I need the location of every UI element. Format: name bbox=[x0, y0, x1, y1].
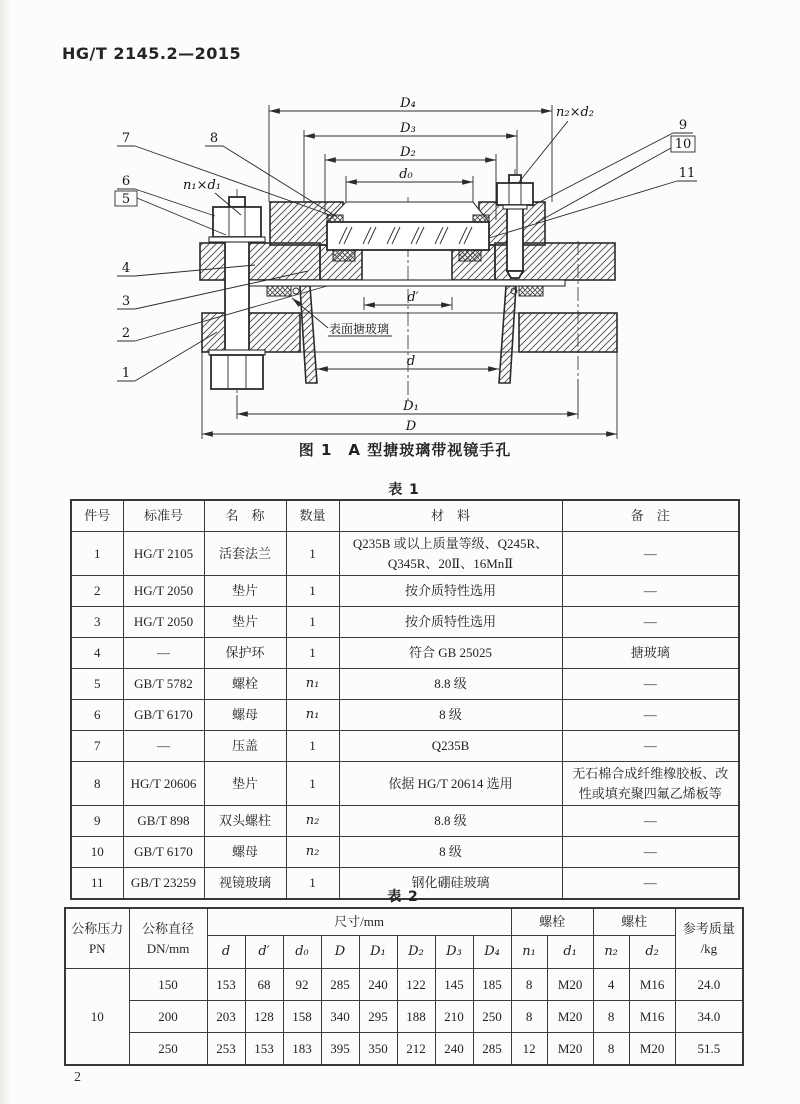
table2-title: 表 2 bbox=[387, 889, 419, 905]
callout-10: 10 bbox=[674, 137, 692, 152]
table-row bbox=[71, 806, 739, 837]
table-cell: 4 bbox=[593, 969, 629, 1001]
table-cell: — bbox=[562, 532, 739, 576]
standard-code: HG/T 2145.2—2015 bbox=[62, 44, 242, 63]
table-cell: 24.0 bbox=[675, 969, 743, 1001]
table-cell: 符合 GB 25025 bbox=[339, 638, 562, 669]
table-cell: 无石棉合成纤维橡胶板、改性或填充聚四氟乙烯板等 bbox=[562, 762, 739, 806]
dim-label-D4: D₄ bbox=[400, 96, 416, 111]
table1-header-cell: 数量 bbox=[286, 500, 339, 532]
label-n2xd2: n₂×d₂ bbox=[555, 105, 595, 120]
table-cell: 395 bbox=[321, 1033, 359, 1066]
table2-subheader-cell: d′ bbox=[245, 936, 283, 969]
table-cell: 8 bbox=[593, 1001, 629, 1033]
table2-subheader-cell: D₁ bbox=[359, 936, 397, 969]
table2 bbox=[64, 907, 744, 1066]
table-cell: 8 级 bbox=[339, 700, 562, 731]
table-cell: M20 bbox=[629, 1033, 675, 1066]
table-cell: 螺母 bbox=[204, 700, 286, 731]
table-cell: 253 bbox=[207, 1033, 245, 1066]
table2-subheader-cell: n₁ bbox=[511, 936, 547, 969]
table-cell: 钢化硼硅玻璃 bbox=[339, 868, 562, 900]
table-cell: 1 bbox=[286, 762, 339, 806]
dim-label-D3: D₃ bbox=[400, 121, 416, 136]
table-cell: 按介质特性选用 bbox=[339, 607, 562, 638]
table-cell: 12 bbox=[511, 1033, 547, 1066]
bolt-assembly-left bbox=[209, 197, 265, 389]
table-cell: 按介质特性选用 bbox=[339, 576, 562, 607]
table-cell: 240 bbox=[359, 969, 397, 1001]
callout-11: 11 bbox=[678, 166, 696, 181]
table-cell: M16 bbox=[629, 1001, 675, 1033]
table-cell: 螺母 bbox=[204, 837, 286, 868]
table-cell: 183 bbox=[283, 1033, 321, 1066]
table-cell: — bbox=[562, 669, 739, 700]
table-cell: Q235B 或以上质量等级、Q245R、Q345R、20Ⅱ、16MnⅡ bbox=[339, 532, 562, 576]
table-cell: HG/T 2050 bbox=[123, 576, 204, 607]
table-row bbox=[71, 700, 739, 731]
table-row bbox=[65, 1033, 743, 1066]
callout-1: 1 bbox=[121, 366, 131, 381]
table-cell: HG/T 2050 bbox=[123, 607, 204, 638]
table-cell: — bbox=[123, 731, 204, 762]
table2-header-mass: 参考质量 /kg bbox=[675, 908, 743, 969]
table-cell: 51.5 bbox=[675, 1033, 743, 1066]
table-cell: M16 bbox=[629, 969, 675, 1001]
table-cell: GB/T 6170 bbox=[123, 700, 204, 731]
table-cell: 垫片 bbox=[204, 607, 286, 638]
table1-body bbox=[71, 532, 739, 900]
table-cell: 203 bbox=[207, 1001, 245, 1033]
table-cell: HG/T 2105 bbox=[123, 532, 204, 576]
table-cell: 依据 HG/T 20614 选用 bbox=[339, 762, 562, 806]
table-cell: 240 bbox=[435, 1033, 473, 1066]
table-cell: 185 bbox=[473, 969, 511, 1001]
table-cell: 285 bbox=[321, 969, 359, 1001]
table2-body bbox=[65, 969, 743, 1066]
figure-1 bbox=[95, 85, 715, 465]
callout-5: 5 bbox=[121, 192, 131, 207]
table-cell: n₂ bbox=[286, 806, 339, 837]
table-cell: 8 bbox=[593, 1033, 629, 1066]
table2-header-bolt: 螺栓 bbox=[511, 908, 593, 936]
table-cell: — bbox=[562, 576, 739, 607]
table-cell: n₁ bbox=[286, 669, 339, 700]
table-cell: 285 bbox=[473, 1033, 511, 1066]
figure-drawing bbox=[95, 85, 715, 465]
surface-note-label: 表面搪玻璃 bbox=[329, 322, 390, 336]
table-cell: 活套法兰 bbox=[204, 532, 286, 576]
table1-header-cell: 标准号 bbox=[123, 500, 204, 532]
table2-subheader-cell: D bbox=[321, 936, 359, 969]
table-cell: 150 bbox=[129, 969, 207, 1001]
table2-header-size: 尺寸/mm bbox=[207, 908, 511, 936]
table-row bbox=[71, 731, 739, 762]
table-cell: GB/T 23259 bbox=[123, 868, 204, 900]
table-cell: 4 bbox=[71, 638, 123, 669]
table-cell: 1 bbox=[286, 532, 339, 576]
table-row bbox=[71, 762, 739, 806]
table-cell: GB/T 6170 bbox=[123, 837, 204, 868]
table1-header-cell: 件号 bbox=[71, 500, 123, 532]
table-cell: 9 bbox=[71, 806, 123, 837]
table-cell: 250 bbox=[129, 1033, 207, 1066]
dim-label-dprime: d′ bbox=[407, 290, 419, 305]
callout-4: 4 bbox=[121, 261, 131, 276]
table-cell: 8 级 bbox=[339, 837, 562, 868]
table-cell: GB/T 898 bbox=[123, 806, 204, 837]
table-cell: 5 bbox=[71, 669, 123, 700]
table-cell: M20 bbox=[547, 969, 593, 1001]
table-cell: 122 bbox=[397, 969, 435, 1001]
table-cell: 视镜玻璃 bbox=[204, 868, 286, 900]
callout-6: 6 bbox=[121, 174, 131, 189]
table-cell: 8 bbox=[511, 969, 547, 1001]
callout-3: 3 bbox=[121, 294, 131, 309]
table-cell: — bbox=[123, 638, 204, 669]
table-cell: 128 bbox=[245, 1001, 283, 1033]
dim-label-d0: d₀ bbox=[399, 167, 413, 182]
table2-header-pn: 公称压力 PN bbox=[65, 908, 129, 969]
dim-label-D: D bbox=[405, 419, 417, 434]
table-cell: 3 bbox=[71, 607, 123, 638]
table-cell: 8 bbox=[71, 762, 123, 806]
table-row bbox=[71, 638, 739, 669]
table-cell: n₂ bbox=[286, 837, 339, 868]
table-cell: 250 bbox=[473, 1001, 511, 1033]
table-cell: — bbox=[562, 837, 739, 868]
table-cell: 210 bbox=[435, 1001, 473, 1033]
table-cell: 7 bbox=[71, 731, 123, 762]
table-cell: 1 bbox=[71, 532, 123, 576]
table-cell: — bbox=[562, 806, 739, 837]
table-row bbox=[71, 607, 739, 638]
page-number: 2 bbox=[74, 1070, 81, 1085]
figure-caption: 图 1 A 型搪玻璃带视镜手孔 bbox=[298, 441, 512, 459]
table-cell: — bbox=[562, 607, 739, 638]
sight-glass bbox=[327, 222, 489, 250]
table2-subheader-cell: d₁ bbox=[547, 936, 593, 969]
table-cell: 8.8 级 bbox=[339, 806, 562, 837]
table-row bbox=[65, 969, 743, 1001]
table-cell: 搪玻璃 bbox=[562, 638, 739, 669]
table2-subheader-cell: d₀ bbox=[283, 936, 321, 969]
table-cell: n₁ bbox=[286, 700, 339, 731]
table-cell: 153 bbox=[207, 969, 245, 1001]
table-cell: HG/T 20606 bbox=[123, 762, 204, 806]
table-cell: 2 bbox=[71, 576, 123, 607]
table-cell: — bbox=[562, 700, 739, 731]
table-cell: Q235B bbox=[339, 731, 562, 762]
dim-label-D2: D₂ bbox=[400, 145, 416, 160]
table-row bbox=[71, 669, 739, 700]
table-cell: 8 bbox=[511, 1001, 547, 1033]
scan-edge-shadow bbox=[0, 0, 12, 1104]
table-cell: 153 bbox=[245, 1033, 283, 1066]
table-cell: 1 bbox=[286, 576, 339, 607]
table-cell: 350 bbox=[359, 1033, 397, 1066]
callout-8: 8 bbox=[209, 131, 219, 146]
table-cell: 188 bbox=[397, 1001, 435, 1033]
table-cell: — bbox=[562, 868, 739, 900]
table-cell: 68 bbox=[245, 969, 283, 1001]
table-cell: 92 bbox=[283, 969, 321, 1001]
table-cell: 340 bbox=[321, 1001, 359, 1033]
table1-title: 表 1 bbox=[388, 482, 420, 498]
table-cell: 6 bbox=[71, 700, 123, 731]
table-cell: 螺栓 bbox=[204, 669, 286, 700]
callout-9: 9 bbox=[678, 118, 688, 133]
table-cell: 垫片 bbox=[204, 762, 286, 806]
table-cell: 1 bbox=[286, 731, 339, 762]
table2-subheader-cell: n₂ bbox=[593, 936, 629, 969]
table-cell: 8.8 级 bbox=[339, 669, 562, 700]
table1-header-cell: 备 注 bbox=[562, 500, 739, 532]
table2-subheader-cell: D₂ bbox=[397, 936, 435, 969]
table-cell: 保护环 bbox=[204, 638, 286, 669]
table-cell: 34.0 bbox=[675, 1001, 743, 1033]
table-cell: 212 bbox=[397, 1033, 435, 1066]
callout-2: 2 bbox=[121, 326, 131, 341]
table-row bbox=[71, 837, 739, 868]
table2-pn-cell: 10 bbox=[65, 969, 129, 1066]
table1 bbox=[70, 499, 740, 900]
table-cell: 10 bbox=[71, 837, 123, 868]
table-cell: 双头螺柱 bbox=[204, 806, 286, 837]
table-cell: 200 bbox=[129, 1001, 207, 1033]
table2-subheader-cell: D₄ bbox=[473, 936, 511, 969]
table2-subheader-cell: d₂ bbox=[629, 936, 675, 969]
table-cell: M20 bbox=[547, 1033, 593, 1066]
table-cell: 145 bbox=[435, 969, 473, 1001]
table-cell: 11 bbox=[71, 868, 123, 900]
table1-header-cell: 材 料 bbox=[339, 500, 562, 532]
table-row bbox=[71, 576, 739, 607]
table-cell: GB/T 5782 bbox=[123, 669, 204, 700]
table-cell: 1 bbox=[286, 638, 339, 669]
table-cell: 1 bbox=[286, 868, 339, 900]
table2-subheader-cell: d bbox=[207, 936, 245, 969]
callout-7: 7 bbox=[121, 131, 131, 146]
table-cell: 压盖 bbox=[204, 731, 286, 762]
table2-header-stud: 螺柱 bbox=[593, 908, 675, 936]
table2-group-header-row bbox=[65, 908, 743, 936]
table-row bbox=[65, 1001, 743, 1033]
table-cell: M20 bbox=[547, 1001, 593, 1033]
table1-header-row bbox=[71, 500, 739, 532]
table2-subheader-cell: D₃ bbox=[435, 936, 473, 969]
table-cell: 垫片 bbox=[204, 576, 286, 607]
dim-label-d: d bbox=[406, 354, 416, 369]
table-cell: 158 bbox=[283, 1001, 321, 1033]
dim-label-D1: D₁ bbox=[403, 399, 419, 414]
table-cell: 295 bbox=[359, 1001, 397, 1033]
table-cell: 1 bbox=[286, 607, 339, 638]
table2-header-dn: 公称直径 DN/mm bbox=[129, 908, 207, 969]
table-row bbox=[71, 532, 739, 576]
table-cell: — bbox=[562, 731, 739, 762]
table1-header-cell: 名 称 bbox=[204, 500, 286, 532]
label-n1xd1: n₁×d₁ bbox=[182, 178, 222, 193]
